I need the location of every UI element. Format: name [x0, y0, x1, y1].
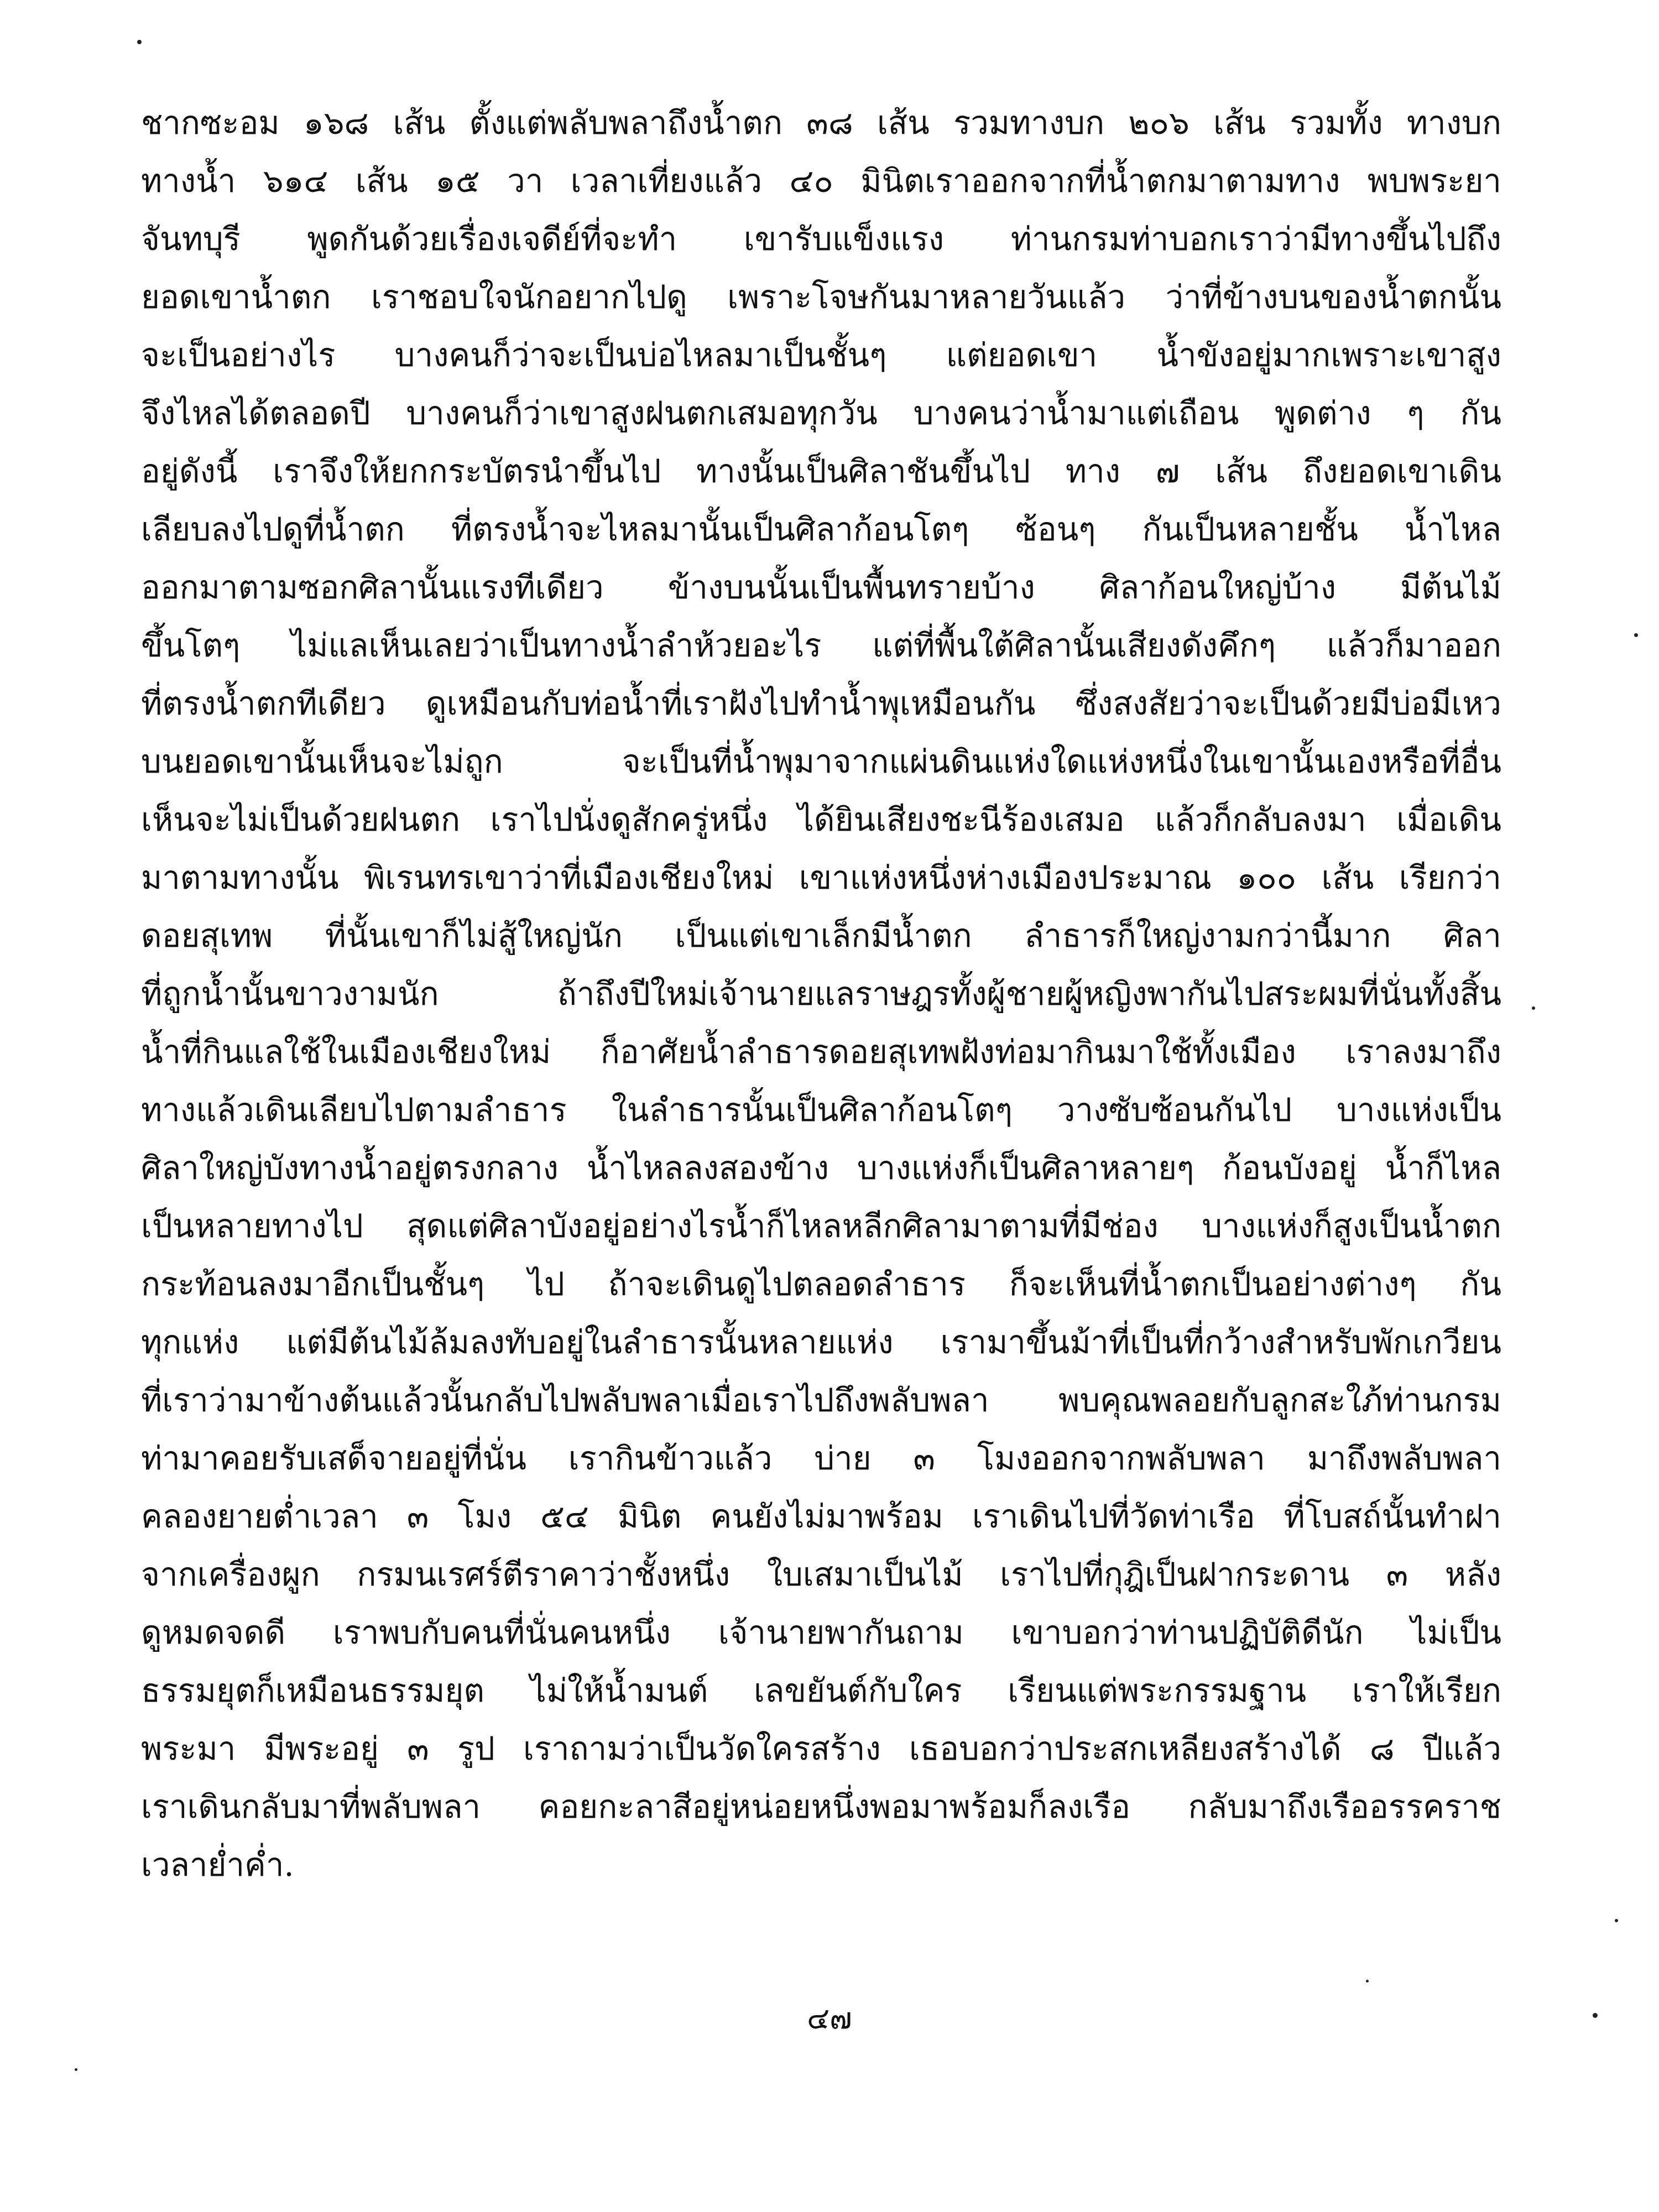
text-line: เราเดินกลับมาที่พลับพลา คอยกะลาสีอยู่หน่อยหนึ่งพอมาพร้อมก็ลงเรือ กลับมาถึงเรืออรรคราช	[141, 1788, 1501, 1825]
scan-speck	[1593, 2013, 1598, 2018]
text-line: เวลาย่ำค่ำ.	[141, 1846, 294, 1884]
scan-speck	[1532, 1006, 1535, 1010]
text-line: ยอดเขาน้ำตก เราชอบใจนักอยากไปดู เพราะโจษกันมาหลายวันแล้ว ว่าที่ข้างบนของน้ำตกนั้น	[141, 278, 1501, 316]
text-line: ทางแล้วเดินเลียบไปตามลำธาร ในลำธารนั้นเป็นศิลาก้อนโตๆ วางซับซ้อนกันไป บางแห่งเป็น	[141, 1091, 1501, 1129]
text-line: บนยอดเขานั้นเห็นจะไม่ถูก จะเป็นที่น้ำพุมาจากแผ่นดินแห่งใดแห่งหนึ่งในเขานั้นเองหรือที่อื่น	[141, 743, 1501, 780]
text-line: ที่ตรงน้ำตกทีเดียว ดูเหมือนกับท่อน้ำที่เราฝังไปทำน้ำพุเหมือนกัน ซึ่งสงสัยว่าจะเป็นด้วยมีบ่อมีเหว	[141, 685, 1501, 722]
text-line: จะเป็นอย่างไร บางคนก็ว่าจะเป็นบ่อไหลมาเป็นชั้นๆ แต่ยอดเขา น้ำขังอยู่มากเพราะเขาสูง	[141, 336, 1501, 374]
body-text	[141, 94, 1501, 1894]
text-line: ทางน้ำ ๖๑๔ เส้น ๑๕ วา เวลาเที่ยงแล้ว ๔๐ มินิตเราออกจากที่น้ำตกมาตามทาง พบพระยา	[141, 162, 1501, 200]
scan-speck	[137, 40, 142, 44]
text-line: ดอยสุเทพ ที่นั้นเขาก็ไม่สู้ใหญ่นัก เป็นแต่เขาเล็กมีน้ำตก ลำธารก็ใหญ่งามกว่านี้มาก ศิลา	[141, 917, 1501, 954]
text-line: พระมา มีพระอยู่ ๓ รูป เราถามว่าเป็นวัดใครสร้าง เธอบอกว่าประสกเหลียงสร้างได้ ๘ ปีแล้ว	[141, 1730, 1501, 1767]
text-line: ออกมาตามซอกศิลานั้นแรงทีเดียว ข้างบนนั้นเป็นพื้นทรายบ้าง ศิลาก้อนใหญ่บ้าง มีต้นไม้	[141, 568, 1501, 606]
scan-speck	[1634, 633, 1638, 637]
text-line: ที่ถูกน้ำนั้นขาวงามนัก ถ้าถึงปีใหม่เจ้านายแลราษฎรทั้งผู้ชายผู้หญิงพากันไปสระผมที่นั่นทั้งสิ้น	[141, 975, 1501, 1013]
text-line: เห็นจะไม่เป็นด้วยฝนตก เราไปนั่งดูสักครู่หนึ่ง ได้ยินเสียงชะนีร้องเสมอ แล้วก็กลับลงมา เมื่อเดิน	[141, 801, 1501, 838]
scan-speck	[1366, 1980, 1369, 1983]
text-line: ที่เราว่ามาข้างต้นแล้วนั้นกลับไปพลับพลาเมื่อเราไปถึงพลับพลา พบคุณพลอยกับลูกสะใภ้ท่านกรม	[141, 1381, 1501, 1419]
text-line: ดูหมดจดดี เราพบกับคนที่นั่นคนหนึ่ง เจ้านายพากันถาม เขาบอกว่าท่านปฏิบัติดีนัก ไม่เป็น	[141, 1614, 1501, 1651]
text-line: คลองยายต่ำเวลา ๓ โมง ๕๔ มินิต คนยังไม่มาพร้อม เราเดินไปที่วัดท่าเรือ ที่โบสถ์นั้นทำฝา	[141, 1498, 1501, 1535]
text-line: กระท้อนลงมาอีกเป็นชั้นๆ ไป ถ้าจะเดินดูไปตลอดลำธาร ก็จะเห็นที่น้ำตกเป็นอย่างต่างๆ กัน	[141, 1265, 1501, 1303]
text-line: ขึ้นโตๆ ไม่แลเห็นเลยว่าเป็นทางน้ำลำห้วยอะไร แต่ที่พื้นใต้ศิลานั้นเสียงดังคึกๆ แล้วก็มาออก	[141, 627, 1501, 664]
text-line: ทุกแห่ง แต่มีต้นไม้ล้มลงทับอยู่ในลำธารนั้นหลายแห่ง เรามาขึ้นม้าที่เป็นที่กว้างสำหรับพักเกวียน	[141, 1323, 1501, 1361]
text-line: ชากซะอม ๑๖๘ เส้น ตั้งแต่พลับพลาถึงน้ำตก ๓๘ เส้น รวมทางบก ๒๐๖ เส้น รวมทั้ง ทางบก	[141, 104, 1501, 142]
text-line: อยู่ดังนี้ เราจึงให้ยกกระบัตรนำขึ้นไป ทางนั้นเป็นศิลาชันขึ้นไป ทาง ๗ เส้น ถึงยอดเขาเดิน	[141, 452, 1501, 490]
text-line: เลียบลงไปดูที่น้ำตก ที่ตรงน้ำจะไหลมานั้นเป็นศิลาก้อนโตๆ ซ้อนๆ กันเป็นหลายชั้น น้ำไหล	[141, 510, 1501, 548]
text-line: ธรรมยุตก็เหมือนธรรมยุต ไม่ให้น้ำมนต์ เลขยันต์กับใคร เรียนแต่พระกรรมฐาน เราให้เรียก	[141, 1672, 1501, 1709]
page-number: ๔๗	[807, 2001, 852, 2036]
text-line: น้ำที่กินแลใช้ในเมืองเชียงใหม่ ก็อาศัยน้ำลำธารดอยสุเทพฝังท่อมากินมาใช้ทั้งเมือง เราลงมาถึง	[141, 1033, 1501, 1071]
text-line: ศิลาใหญ่บังทางน้ำอยู่ตรงกลาง น้ำไหลลงสองข้าง บางแห่งก็เป็นศิลาหลายๆ ก้อนบังอยู่ น้ำก็ไหล	[141, 1149, 1501, 1187]
text-line: จันทบุรี พูดกันด้วยเรื่องเจดีย์ที่จะทำ เขารับแข็งแรง ท่านกรมท่าบอกเราว่ามีทางขึ้นไปถึง	[141, 220, 1501, 258]
text-line: มาตามทางนั้น พิเรนทรเขาว่าที่เมืองเชียงใหม่ เขาแห่งหนึ่งห่างเมืองประมาณ ๑๐๐ เส้น เรียกว่า	[141, 859, 1501, 896]
text-line: เป็นหลายทางไป สุดแต่ศิลาบังอยู่อย่างไรน้ำก็ไหลหลีกศิลามาตามที่มีช่อง บางแห่งก็สูงเป็นน้ำตก	[141, 1207, 1501, 1245]
scan-speck	[1615, 1919, 1618, 1922]
scan-speck	[75, 2068, 77, 2071]
text-line: ท่ามาคอยรับเสด็จายอยู่ที่นั่น เรากินข้าวแล้ว บ่าย ๓ โมงออกจากพลับพลา มาถึงพลับพลา	[141, 1439, 1501, 1477]
text-line: จึงไหลได้ตลอดปี บางคนก็ว่าเขาสูงฝนตกเสมอทุกวัน บางคนว่าน้ำมาแต่เถือน พูดต่าง ๆ กัน	[141, 394, 1501, 432]
text-line: จากเครื่องผูก กรมนเรศร์ตีราคาว่าชั้งหนึ่ง ใบเสมาเป็นไม้ เราไปที่กุฎิเป็นฝากระดาน ๓ หลัง	[141, 1556, 1501, 1593]
